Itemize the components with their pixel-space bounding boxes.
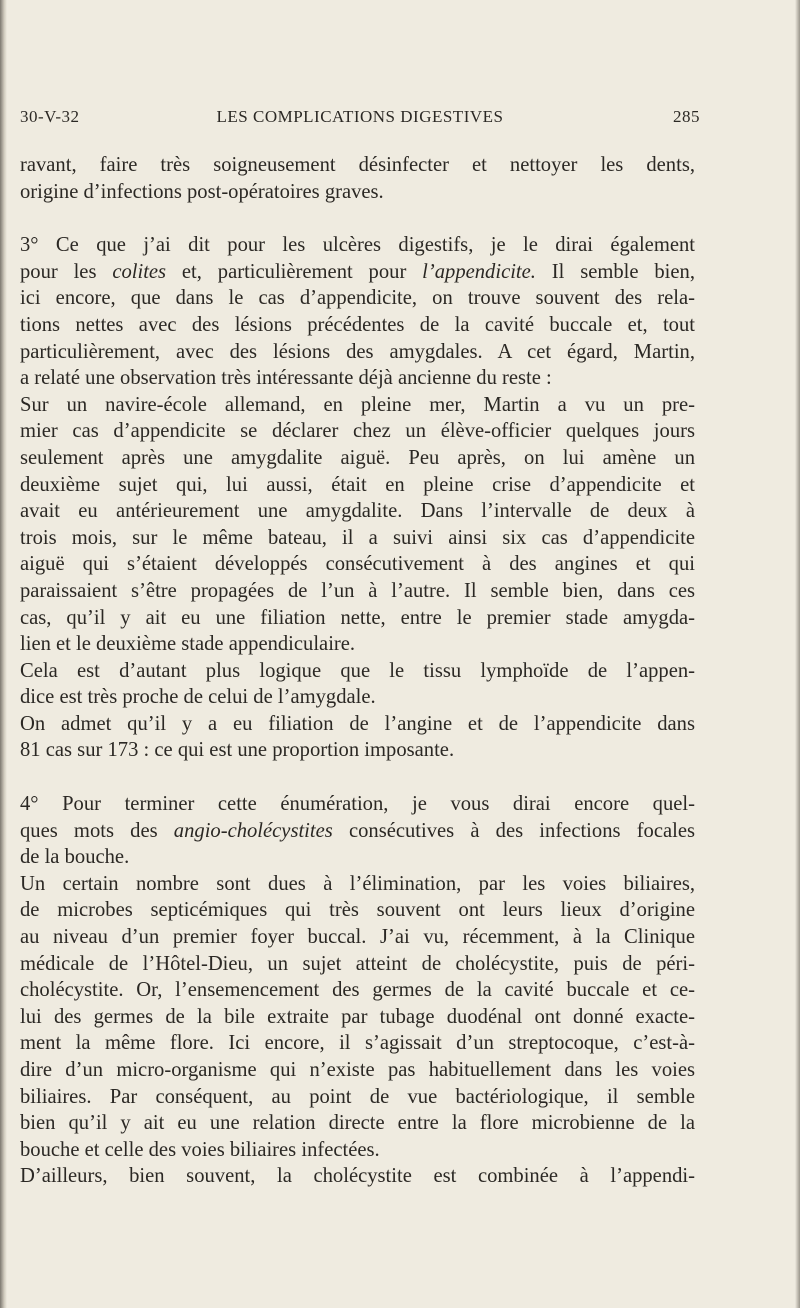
text-line: lien et le deuxième stade appendiculaire. — [20, 633, 356, 656]
text-line: deuxième sujet qui, lui aussi, était en pleine crise d’appendicite et — [20, 473, 695, 496]
text-segment: consécutives à des infections focales — [332, 819, 696, 842]
text-line: biliaires. Par conséquent, au point de vue bactériologique, il semble — [20, 1085, 695, 1108]
text-line — [20, 818, 695, 845]
text-line: origine d’infections post-opératoires graves. — [20, 180, 384, 203]
running-header — [20, 107, 700, 137]
text-line: bouche et celle des voies biliaires infectées. — [20, 1138, 380, 1161]
text-line: ici encore, que dans le cas d’appendicite, on trouve souvent des rela- — [20, 287, 695, 310]
header-date: 30-V-32 — [20, 107, 80, 126]
text-line: tions nettes avec des lésions précédentes de la cavité buccale et, tout — [20, 313, 695, 336]
text-line: aiguë qui s’étaient développés consécutivement à des angines et qui — [20, 553, 695, 576]
italic-term: angio-cholécystites — [173, 819, 333, 842]
page-body-text — [20, 152, 695, 1190]
text-line: de microbes septicémiques qui très souvent ont leurs lieux d’origine — [20, 899, 695, 922]
text-segment: ques mots des — [20, 819, 174, 842]
text-line: dire d’un micro-organisme qui n’existe pas habituellement dans les voies — [20, 1059, 695, 1081]
page-edge-shadow — [0, 0, 7, 1308]
text-line: de la bouche. — [20, 846, 130, 869]
text-line: trois mois, sur le même bateau, il a suivi ainsi six cas d’appendicite — [20, 526, 695, 549]
page-number: 285 — [673, 107, 700, 126]
text-line: D’ailleurs, bien souvent, la cholécystite est combinée à l’appendi- — [20, 1165, 695, 1188]
text-line: On admet qu’il y a eu filiation de l’angine et de l’appendicite dans — [20, 712, 695, 735]
paragraph-gap — [20, 764, 695, 791]
text-line: cholécystite. Or, l’ensemencement des germes de la cavité buccale et ce- — [20, 979, 695, 1002]
paragraph-gap — [20, 205, 695, 232]
text-segment: pour les — [20, 260, 113, 283]
text-line: médicale de l’Hôtel-Dieu, un sujet atteint de cholécystite, puis de péri- — [20, 952, 695, 975]
text-line — [20, 259, 695, 286]
text-line: ment la même flore. Ici encore, il s’agissait d’un streptocoque, c’est-à- — [20, 1032, 695, 1055]
text-line: Sur un navire-école allemand, en pleine mer, Martin a vu un pre- — [20, 393, 695, 416]
italic-term: colites — [112, 260, 167, 283]
text-line: Cela est d’autant plus logique que le tissu lymphoïde de l’appen- — [20, 659, 695, 682]
text-segment: Il semble bien, — [535, 260, 695, 283]
text-line: seulement après une amygdalite aiguë. Peu après, on lui amène un — [20, 446, 695, 469]
text-line: lui des germes de la bile extraite par tubage duodénal ont donné exacte- — [20, 1005, 695, 1028]
page-edge-right — [795, 0, 800, 1308]
text-line: paraissaient s’être propagées de l’un à l’autre. Il semble bien, dans ces — [20, 579, 695, 602]
text-line: avait eu antérieurement une amygdalite. Dans l’intervalle de deux à — [20, 500, 695, 523]
text-line: 4° Pour terminer cette énumération, je vous dirai encore quel- — [20, 793, 695, 816]
text-line: bien qu’il y ait eu une relation directe entre la flore microbienne de la — [20, 1112, 695, 1135]
header-title: LES COMPLICATIONS DIGESTIVES — [216, 107, 504, 126]
text-line: a relaté une observation très intéressante déjà ancienne du reste : — [20, 367, 552, 390]
italic-term: l’appendicite. — [422, 260, 536, 283]
text-line: au niveau d’un premier foyer buccal. J’ai vu, récemment, à la Clinique — [20, 926, 695, 949]
text-line: 3° Ce que j’ai dit pour les ulcères digestifs, je le dirai également — [20, 234, 695, 257]
text-line: ravant, faire très soigneusement désinfecter et nettoyer les dents, — [20, 154, 695, 176]
text-line: particulièrement, avec des lésions des amygdales. A cet égard, Martin, — [20, 340, 695, 363]
text-line: dice est très proche de celui de l’amygdale. — [20, 686, 376, 709]
text-line: cas, qu’il y ait eu une filiation nette, entre le premier stade amygda- — [20, 606, 695, 629]
text-line: Un certain nombre sont dues à l’élimination, par les voies biliaires, — [20, 872, 695, 895]
text-line: 81 cas sur 173 : ce qui est une proportion imposante. — [20, 739, 455, 762]
text-line: mier cas d’appendicite se déclarer chez un élève-officier quelques jours — [20, 420, 695, 443]
text-segment: et, particulièrement pour — [166, 260, 423, 283]
